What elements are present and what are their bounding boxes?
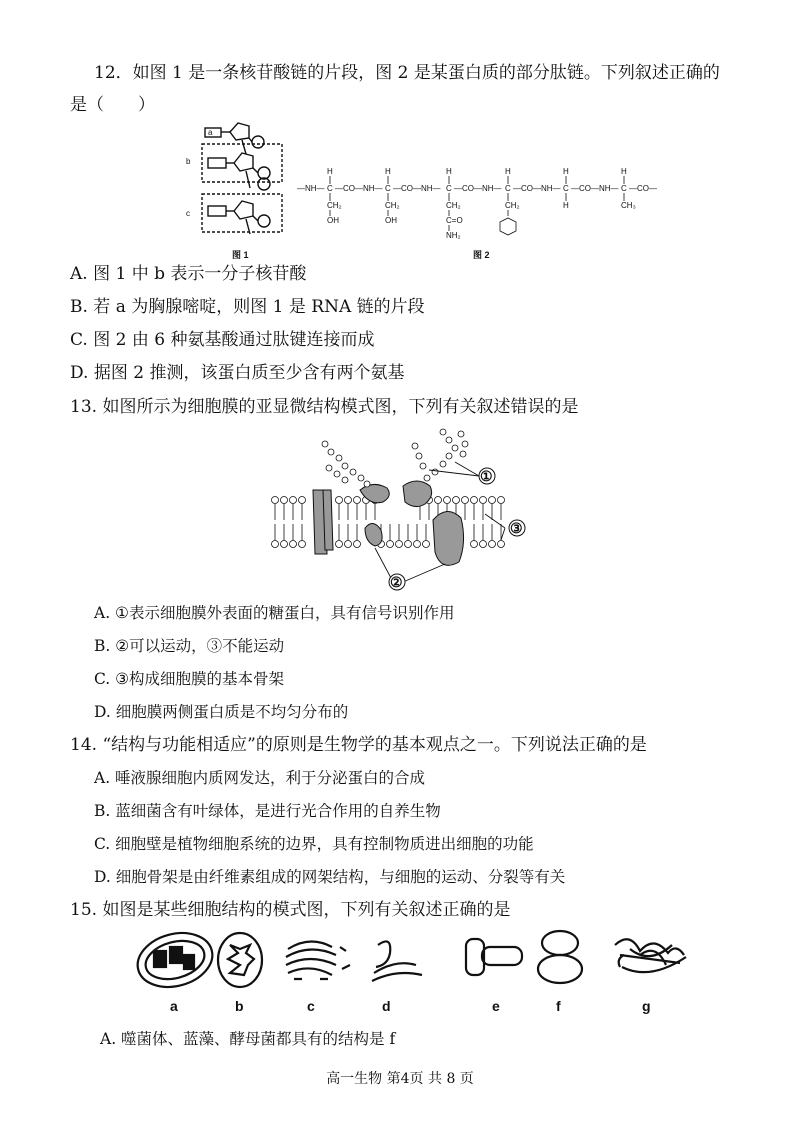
q12-fig1-caption: 图 1 [232,250,249,260]
svg-text:H: H [385,167,391,176]
q14-option-c: C. 细胞壁是植物细胞系统的边界，具有控制物质进出细胞的功能 [94,835,534,853]
label-f: f [556,998,561,1014]
svg-text:C: C [621,184,627,193]
organelle-g-icon [615,939,686,972]
svg-text:CH₂: CH₂ [446,201,461,210]
label-c: c [186,209,190,218]
q12-option-b: B. 若 a 为胸腺嘧啶，则图 1 是 RNA 链的片段 [70,297,425,317]
svg-text:—CO—NH—: —CO—NH— [454,184,502,193]
svg-text:—CO—: —CO— [629,184,657,193]
label-c: c [307,998,315,1014]
svg-text:—CO—NH—: —CO—NH— [571,184,619,193]
organelle-d-icon [372,941,422,981]
organelle-b-icon [218,933,262,987]
svg-text:C: C [505,184,511,193]
svg-text:C: C [446,184,452,193]
label-b: b [186,157,191,166]
label-e: e [492,998,500,1014]
label-3: ③ [510,520,523,536]
q12-figure1-nucleotide-chain [180,118,290,248]
svg-text:C: C [327,184,333,193]
q12-stem-line1: 12．如图 1 是一条核苷酸链的片段，图 2 是某蛋白质的部分肽链。下列叙述正确的 [94,63,720,83]
q12-option-a: A. 图 1 中 b 表示一分子核苷酸 [70,264,307,284]
q14-option-a: A. 唾液腺细胞内质网发达，利于分泌蛋白的合成 [94,769,426,787]
svg-text:—NH—: —NH— [297,184,325,193]
organelle-a-icon [132,925,219,995]
membrane-proteins [313,481,464,565]
label-1: ① [480,468,493,484]
q12-figure2-peptide-chain [295,160,665,245]
q14-stem: 14. “结构与功能相适应”的原则是生物学的基本观点之一。下列说法正确的是 [70,735,647,755]
q15-organelles-figure [120,925,710,1020]
q15-option-a: A. 噬菌体、蓝藻、酵母菌都具有的结构是 f [100,1030,396,1048]
q12-fig2-caption: 图 2 [473,250,490,260]
q15-stem: 15. 如图是某些细胞结构的模式图，下列有关叙述正确的是 [70,900,511,920]
q13-option-b: B. ②可以运动，③不能运动 [94,637,285,655]
svg-text:NH₂: NH₂ [446,231,461,240]
organelle-f-icon [538,931,582,983]
label-d: d [382,998,391,1014]
svg-text:—CO—NH—: —CO—NH— [513,184,561,193]
svg-text:H: H [505,167,511,176]
svg-text:OH: OH [327,216,339,225]
organelle-e-icon [466,939,522,975]
q12-option-c: C. 图 2 由 6 种氨基酸通过肽键连接而成 [70,330,375,350]
q13-option-a: A. ①表示细胞膜外表面的糖蛋白，具有信号识别作用 [94,604,455,622]
q13-stem: 13. 如图所示为细胞膜的亚显微结构模式图，下列有关叙述错误的是 [70,397,579,417]
svg-text:CH₃: CH₃ [621,201,636,210]
q14-option-b: B. 蓝细菌含有叶绿体，是进行光合作用的自养生物 [94,802,441,820]
benzene-ring-icon [500,218,516,235]
q13-cell-membrane-figure [265,422,535,592]
svg-text:C: C [563,184,569,193]
page-footer: 高一生物 第4页 共 8 页 [326,1071,474,1087]
q13-option-d: D. 细胞膜两侧蛋白质是不均匀分布的 [94,703,349,721]
q12-stem-line2: 是（ ） [70,95,155,115]
q14-option-d: D. 细胞骨架是由纤维素组成的网架结构，与细胞的运动、分裂等有关 [94,868,566,886]
svg-text:CH₂: CH₂ [327,201,342,210]
organelle-c-icon [286,941,350,979]
svg-text:C: C [385,184,391,193]
svg-text:C=O: C=O [446,216,463,225]
svg-text:H: H [446,167,452,176]
svg-text:H: H [563,201,569,210]
svg-text:H: H [563,167,569,176]
q13-option-c: C. ③构成细胞膜的基本骨架 [94,670,285,688]
svg-text:OH: OH [385,216,397,225]
svg-text:H: H [621,167,627,176]
label-a: a [208,128,213,137]
label-b: b [235,998,244,1014]
label-g: g [642,998,651,1014]
q12-option-d: D. 据图 2 推测，该蛋白质至少含有两个氨基 [70,363,405,383]
svg-text:H: H [327,167,333,176]
lipid-bilayer [272,497,505,548]
svg-text:—CO—NH—: —CO—NH— [335,184,383,193]
svg-text:CH₂: CH₂ [505,201,520,210]
label-a: a [170,998,178,1014]
label-2: ② [390,574,403,590]
svg-text:—CO—NH—: —CO—NH— [393,184,441,193]
svg-text:CH₂: CH₂ [385,201,400,210]
sugar-chains [322,429,468,487]
